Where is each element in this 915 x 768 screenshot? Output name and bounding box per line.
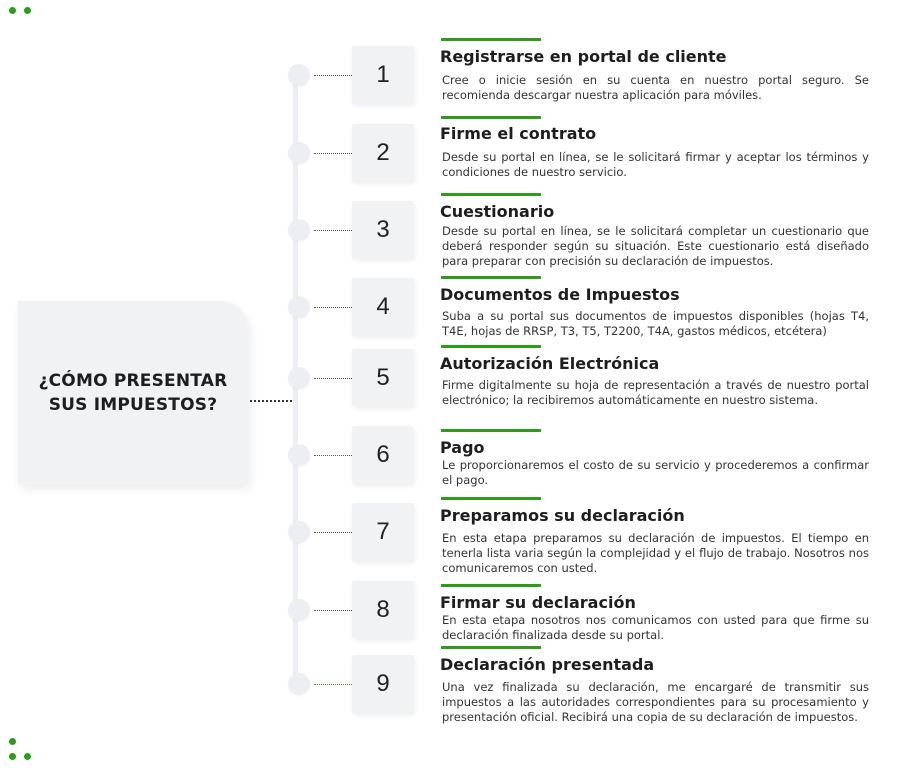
timeline-node-7	[288, 521, 310, 543]
step-description-4: Suba a su portal sus documentos de impuestos disponibles (hojas T4, T4E, hojas de RRSP, T3, T5, T2200, T4A, gastos médicos, etcétera)	[442, 309, 869, 338]
step-accent-bar-9	[441, 646, 541, 649]
title-connector	[250, 400, 296, 402]
timeline-node-1	[288, 64, 310, 86]
step-number-1: 1	[352, 46, 414, 104]
step-title-5: Autorización Electrónica	[440, 354, 660, 373]
step-number-4: 4	[352, 278, 414, 336]
timeline-tick-4	[314, 307, 352, 308]
timeline-node-9	[288, 673, 310, 695]
step-number-2: 2	[352, 124, 414, 182]
main-title-card	[18, 301, 248, 485]
decorative-dot	[9, 753, 16, 760]
step-title-8: Firmar su declaración	[440, 593, 636, 612]
step-title-7: Preparamos su declaración	[440, 506, 685, 525]
step-number-7: 7	[352, 503, 414, 561]
step-title-2: Firme el contrato	[440, 124, 597, 143]
step-accent-bar-6	[441, 429, 541, 432]
timeline-node-6	[288, 444, 310, 466]
step-description-7: En esta etapa preparamos su declaración de impuestos. El tiempo en tenerla lista varia según la complejidad y el flujo de trabajo. Nosotros nos comunicaremos con usted.	[442, 531, 869, 575]
step-number-9: 9	[352, 655, 414, 713]
step-title-1: Registrarse en portal de cliente	[440, 47, 727, 66]
step-description-5: Firme digitalmente su hoja de representación a través de nuestro portal electrónico; la recibiremos automáticamente en nuestro sistema.	[442, 378, 869, 407]
step-number-6: 6	[352, 426, 414, 484]
timeline-tick-5	[314, 378, 352, 379]
step-description-1: Cree o inicie sesión en su cuenta en nuestro portal seguro. Se recomienda descargar nuestra aplicación para móviles.	[442, 73, 869, 102]
timeline-node-2	[288, 142, 310, 164]
step-title-6: Pago	[440, 438, 485, 457]
timeline-node-3	[288, 219, 310, 241]
step-title-3: Cuestionario	[440, 202, 555, 221]
step-accent-bar-3	[441, 193, 541, 196]
timeline-tick-6	[314, 455, 352, 456]
step-description-3: Desde su portal en línea, se le solicitará completar un cuestionario que deberá responder según su situación. Este cuestionario está diseñado para preparar con precisión su declaración de impuestos.	[442, 224, 869, 268]
decorative-dot	[24, 753, 31, 760]
step-title-9: Declaración presentada	[440, 655, 655, 674]
decorative-dot	[24, 7, 31, 14]
timeline-node-8	[288, 599, 310, 621]
timeline-tick-2	[314, 153, 352, 154]
step-accent-bar-8	[441, 584, 541, 587]
step-number-5: 5	[352, 349, 414, 407]
timeline-tick-3	[314, 230, 352, 231]
timeline-tick-7	[314, 532, 352, 533]
timeline-node-4	[288, 296, 310, 318]
step-description-8: En esta etapa nosotros nos comunicamos con usted para que firme su declaración finalizada desde su portal.	[442, 613, 869, 642]
timeline-tick-1	[314, 75, 352, 76]
step-accent-bar-2	[441, 116, 541, 119]
step-number-3: 3	[352, 201, 414, 259]
main-title: ¿CÓMO PRESENTAR SUS IMPUESTOS?	[38, 371, 228, 415]
step-number-8: 8	[352, 581, 414, 639]
timeline-tick-8	[314, 610, 352, 611]
step-description-9: Una vez finalizada su declaración, me encargaré de transmitir sus impuestos a las autoridades correspondientes para su procesamiento y presentación oficial. Recibirá una copia de su declaración de impuestos.	[442, 680, 869, 724]
step-description-2: Desde su portal en línea, se le solicitará firmar y aceptar los términos y condiciones de nuestro servicio.	[442, 150, 869, 179]
step-title-4: Documentos de Impuestos	[440, 285, 680, 304]
decorative-dot	[9, 738, 16, 745]
step-description-6: Le proporcionaremos el costo de su servicio y procederemos a confirmar el pago.	[442, 458, 869, 487]
timeline-node-5	[288, 367, 310, 389]
decorative-dot	[9, 7, 16, 14]
step-accent-bar-4	[441, 276, 541, 279]
timeline-tick-9	[314, 684, 352, 685]
step-accent-bar-5	[441, 345, 541, 348]
step-accent-bar-7	[441, 497, 541, 500]
step-accent-bar-1	[441, 38, 541, 41]
